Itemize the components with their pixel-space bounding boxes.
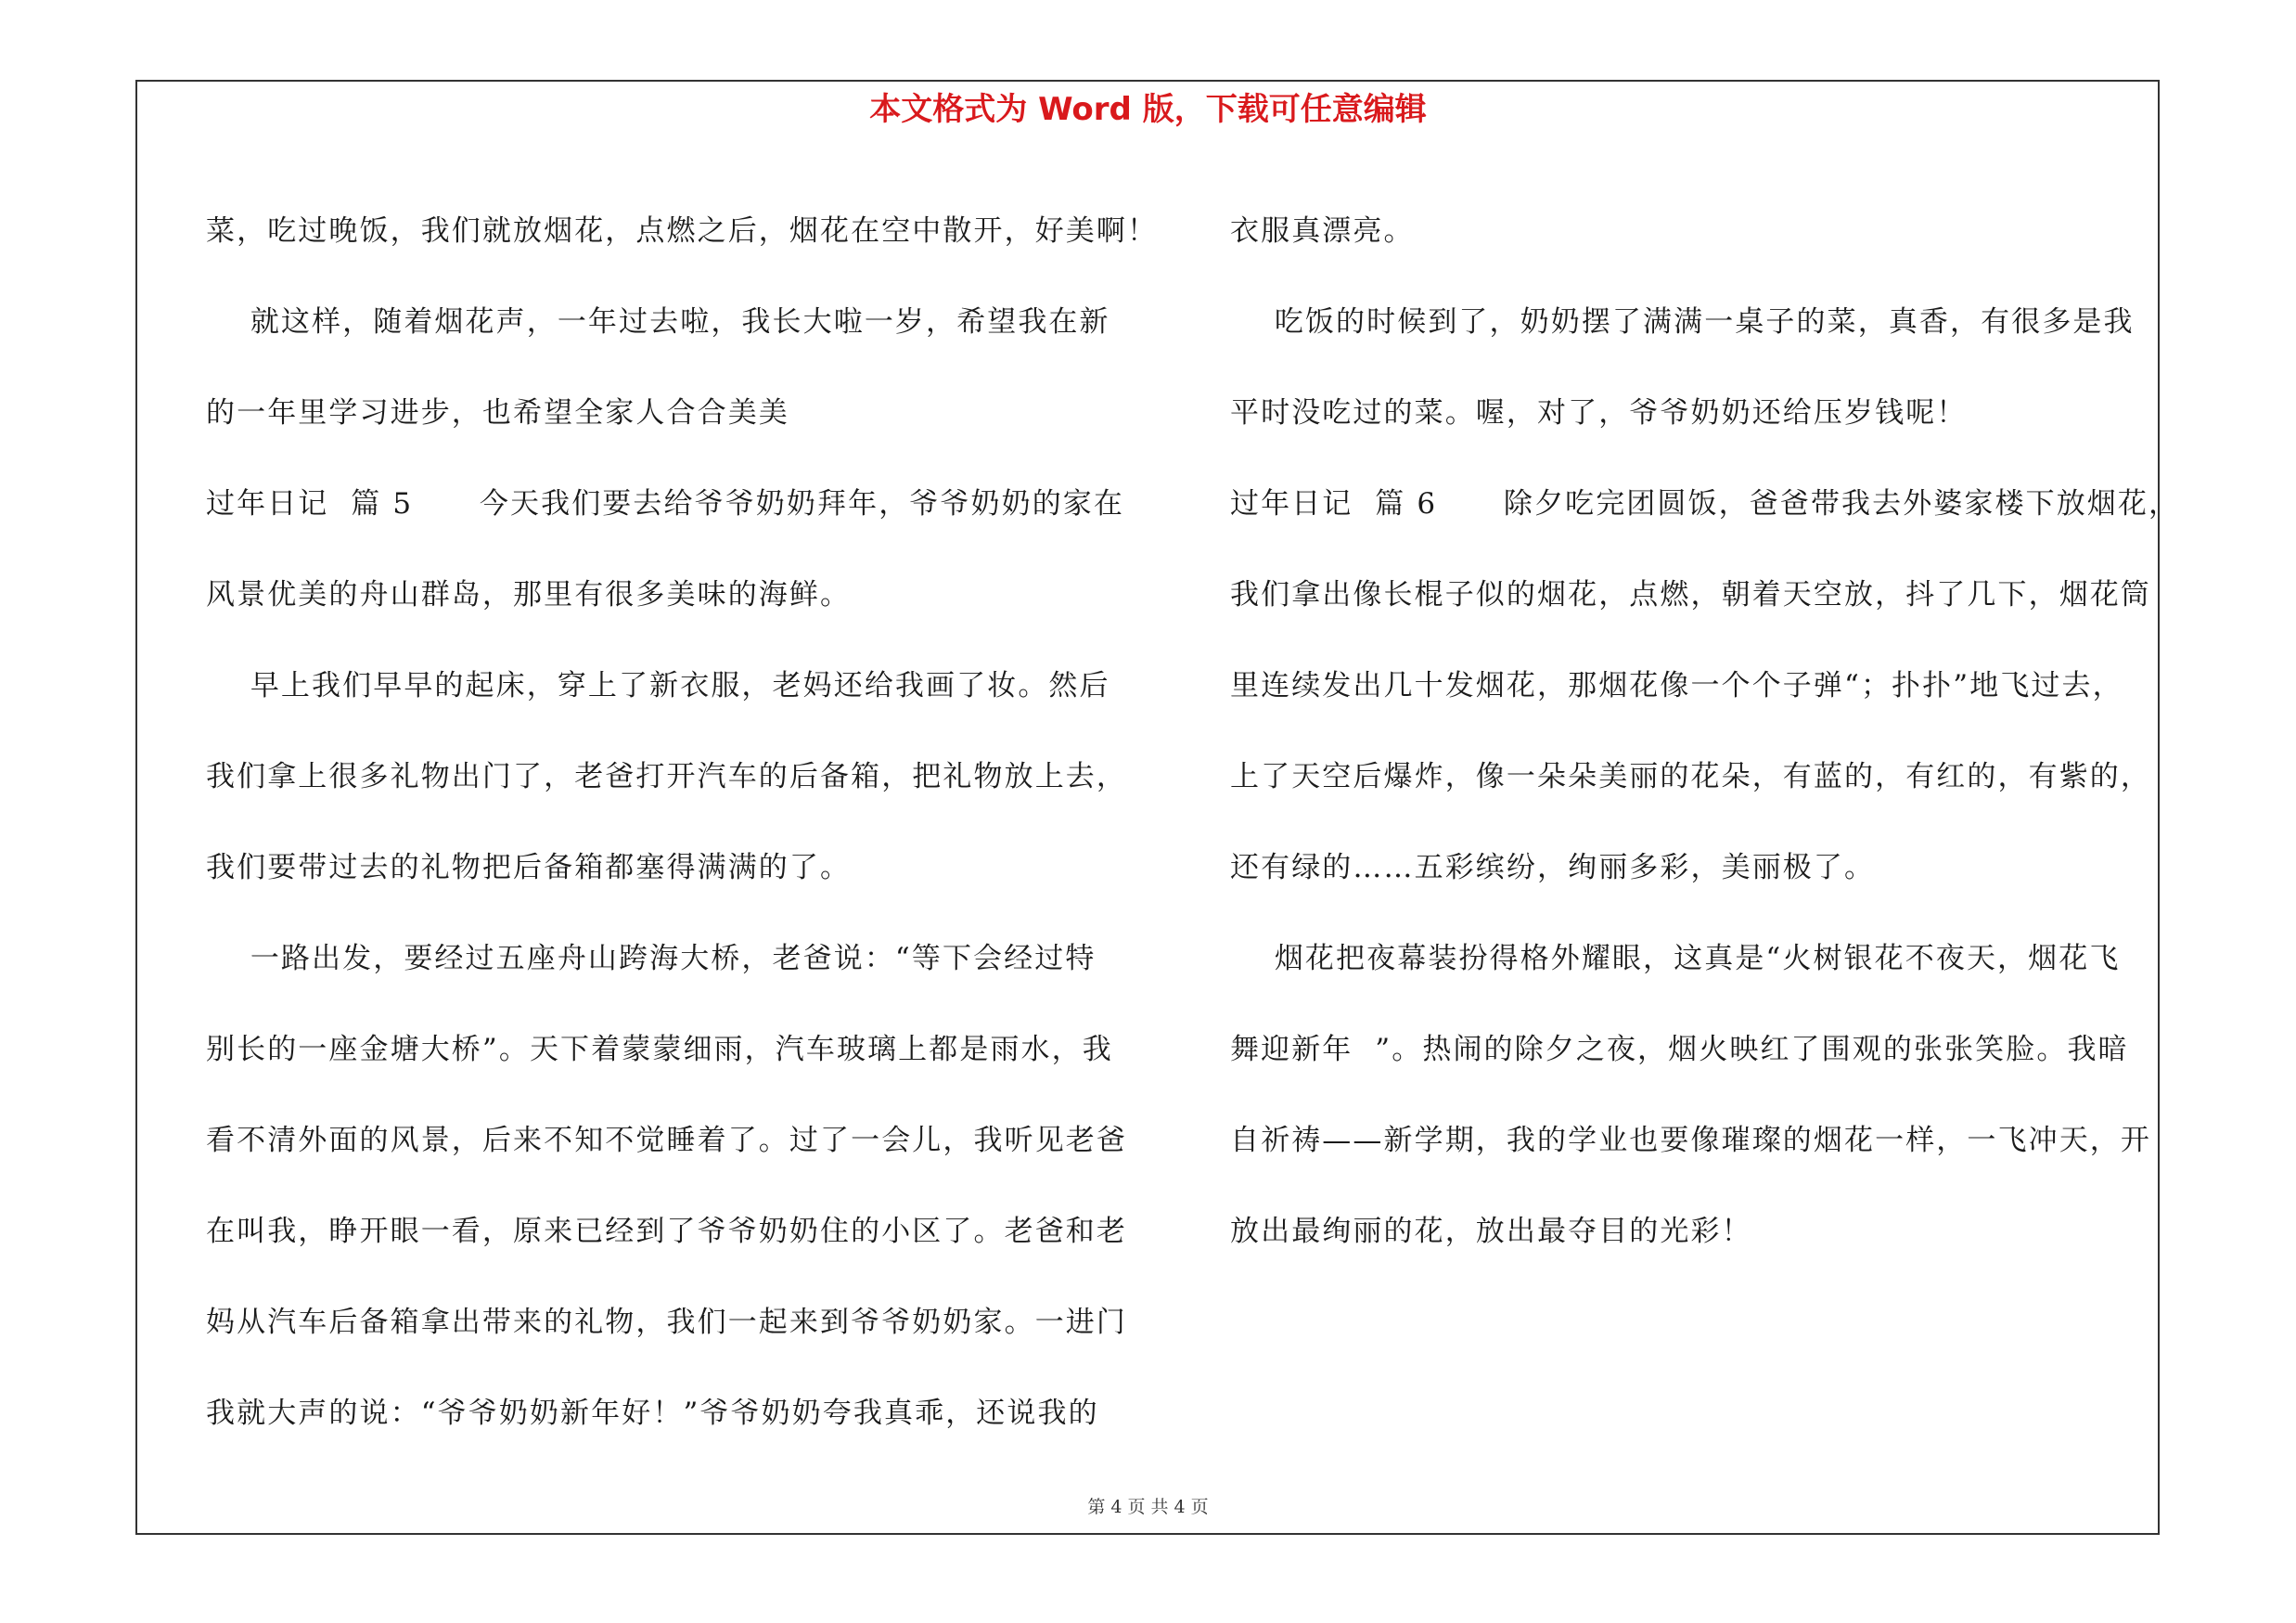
text-line: 我们拿出像长棍子似的烟花，点燃，朝着天空放，抖了几下，烟花筒 — [1230, 578, 2151, 612]
text-line: 在叫我，睁开眼一看，原来已经到了爷爷奶奶住的小区了。老爸和老 — [206, 1215, 1127, 1248]
text-line: 我就大声的说：“爷爷奶奶新年好！”爷爷奶奶夸我真乖，还说我的 — [206, 1397, 1099, 1430]
text-line: 平时没吃过的菜。喔，对了，爷爷奶奶还给压岁钱呢！ — [1230, 396, 1968, 430]
text-line: 早上我们早早的起床，穿上了新衣服，老妈还给我画了妆。然后 — [206, 669, 1110, 702]
text-line: 风景优美的舟山群岛，那里有很多美味的海鲜。 — [206, 578, 852, 612]
text-line: 一路出发，要经过五座舟山跨海大桥，老爸说：“等下会经过特 — [206, 942, 1097, 975]
text-line: 烟花把夜幕装扮得格外耀眼，这真是“火树银花不夜天，烟花飞 — [1230, 942, 2121, 975]
text-line: 的一年里学习进步，也希望全家人合合美美 — [206, 396, 789, 430]
text-line: 吃饭的时候到了，奶奶摆了满满一桌子的菜，真香，有很多是我 — [1230, 305, 2135, 339]
section-heading-line: 过年日记 篇 6 除夕吃完团圆饭，爸爸带我去外婆家楼下放烟花， — [1230, 487, 2180, 521]
page-number-footer: 第 4 页 共 4 页 — [1087, 1497, 1209, 1517]
left-text-column — [206, 186, 1159, 1459]
text-line: 上了天空后爆炸，像一朵朵美丽的花朵，有蓝的，有红的，有紫的， — [1230, 760, 2151, 793]
text-line: 看不清外面的风景，后来不知不觉睡着了。过了一会儿，我听见老爸 — [206, 1124, 1127, 1157]
text-line: 就这样，随着烟花声，一年过去啦，我长大啦一岁，希望我在新 — [206, 305, 1110, 339]
text-line: 我们要带过去的礼物把后备箱都塞得满满的了。 — [206, 851, 852, 884]
text-line: 还有绿的……五彩缤纷，绚丽多彩，美丽极了。 — [1230, 851, 1876, 884]
text-line: 我们拿上很多礼物出门了，老爸打开汽车的后备箱，把礼物放上去， — [206, 760, 1127, 793]
text-line: 菜，吃过晚饭，我们就放烟花，点燃之后，烟花在空中散开，好美啊！ — [206, 214, 1159, 248]
text-line: 别长的一座金塘大桥”。天下着蒙蒙细雨，汽车玻璃上都是雨水，我 — [206, 1033, 1113, 1066]
text-line: 衣服真漂亮。 — [1230, 214, 1415, 248]
text-line: 自祈祷——新学期，我的学业也要像璀璨的烟花一样，一飞冲天，开 — [1230, 1124, 2151, 1157]
text-line: 妈从汽车后备箱拿出带来的礼物，我们一起来到爷爷奶奶家。一进门 — [206, 1306, 1127, 1339]
section-heading-line: 过年日记 篇 5 今天我们要去给爷爷奶奶拜年，爷爷奶奶的家在 — [206, 487, 1125, 521]
text-line: 里连续发出几十发烟花，那烟花像一个个子弹“；扑扑”地飞过去， — [1230, 669, 2123, 702]
text-line: 放出最绚丽的花，放出最夺目的光彩！ — [1230, 1215, 1752, 1248]
right-text-column — [1230, 186, 2180, 1277]
text-line: 舞迎新年 ”。热闹的除夕之夜，烟火映红了围观的张张笑脸。我暗 — [1230, 1033, 2129, 1066]
format-notice-banner: 本文格式为 Word 版，下载可任意编辑 — [869, 91, 1427, 128]
